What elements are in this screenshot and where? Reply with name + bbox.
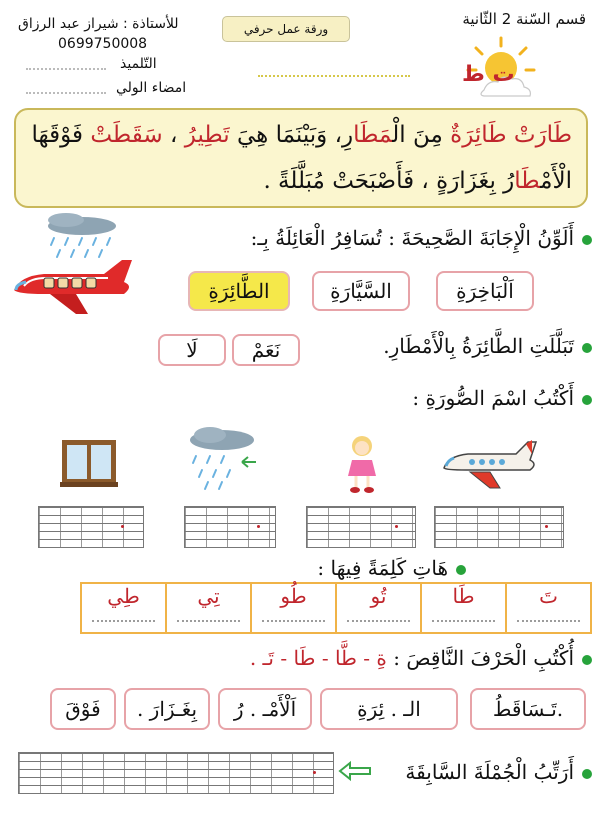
letter-cell[interactable] — [420, 582, 505, 634]
reading-seg-2: مِنَ الْ — [392, 122, 451, 148]
letter-cell[interactable] — [80, 582, 165, 634]
q5-hint: ةِ - طَّا - طَا - تَـ . — [249, 646, 387, 670]
student-label: التّلميذ — [120, 56, 157, 72]
arrow-left-icon — [338, 760, 372, 782]
word-box[interactable]: .تَـسَاقَطُ — [470, 688, 586, 730]
option-ship[interactable]: اَلْبَاخِرَةِ — [436, 271, 534, 311]
q2-label — [383, 334, 592, 358]
reading-text-box — [14, 108, 588, 208]
airplane-icon — [440, 432, 540, 494]
q6-label — [405, 760, 592, 784]
class-label: قسم السّنة 2 الثّانية — [462, 10, 586, 28]
sheet-label: ورقة عمل حرفي — [222, 16, 350, 42]
option-car[interactable]: السَّيَّارَةِ — [312, 271, 410, 311]
teacher-phone: 0699750008 — [58, 36, 148, 52]
q1-question: تُسَافِرُ الْعَائِلَةُ بِـ: — [250, 226, 382, 250]
student-name-line[interactable] — [26, 68, 106, 70]
q5-label — [250, 646, 592, 670]
teacher-info — [18, 14, 179, 54]
q4-bullet-icon — [456, 565, 466, 575]
letter-cell[interactable] — [165, 582, 250, 634]
q1-label — [152, 226, 592, 250]
word-box[interactable]: اَلْأَمْـ . رُ — [218, 688, 312, 730]
sentence-writing-grid[interactable] — [18, 752, 334, 794]
option-plane[interactable]: الطَّائِرَةِ — [188, 271, 290, 311]
letters-table — [80, 582, 592, 634]
q5-bullet-icon — [582, 655, 592, 665]
reading-seg-8: فَوْقَهَا الْأَمْ — [31, 122, 572, 194]
girl-icon — [340, 432, 384, 494]
letter-tii: تِي — [197, 584, 220, 608]
target-letters: ت ط — [462, 62, 515, 87]
q3-text: أَكْتُبُ اسْمَ الصُّورَةِ : — [412, 386, 574, 410]
letter-taa: طَا — [452, 584, 475, 608]
letter-cell[interactable] — [335, 582, 420, 634]
reading-seg-6: ، — [162, 122, 185, 148]
reading-seg-7: سَقَطَتْ — [90, 122, 163, 148]
reading-seg-9: طَا — [514, 168, 541, 194]
word-box[interactable]: الـ . ئِرَةِ — [320, 688, 458, 730]
letter-cell[interactable] — [505, 582, 590, 634]
reading-seg-5: تَطِيرُ — [184, 122, 230, 148]
q5-text: أُكْتُبِ الْحَرْفَ النَّاقِصَ : — [393, 646, 574, 670]
reading-seg-4: رِ، وَبَيْنَمَا هِيَ — [229, 122, 354, 148]
writing-grid[interactable] — [184, 506, 276, 548]
q2-sentence: تَبَلَّلَتِ الطَّائِرَةُ بِالْأَمْطَارِ. — [383, 334, 574, 358]
rain-cloud-icon — [180, 426, 264, 492]
q2-bullet-icon — [582, 343, 592, 353]
q3-label — [412, 386, 592, 410]
letter-tuu: تُو — [370, 584, 387, 608]
answer-yes[interactable]: نَعَمْ — [232, 334, 300, 366]
guardian-signature-line[interactable] — [26, 92, 106, 94]
writing-grid[interactable] — [434, 506, 564, 548]
q1-prefix: أَلَوِّنُ الْإِجَابَةَ الصَّحِيحَةَ : — [381, 226, 574, 250]
letter-tuu-emphatic: طُو — [280, 584, 307, 608]
q1-bullet-icon — [582, 235, 592, 245]
writing-grid[interactable] — [306, 506, 416, 548]
letter-ta: تَ — [539, 584, 558, 608]
window-icon — [58, 434, 120, 490]
reading-seg-1: طَارَتْ طَائِرَةٌ — [450, 122, 572, 148]
writing-grid[interactable] — [38, 506, 144, 548]
guardian-label: امضاء الولي — [116, 80, 187, 96]
answer-line[interactable] — [258, 75, 410, 77]
answer-no[interactable]: لَا — [158, 334, 226, 366]
reading-seg-3: مَطَا — [353, 122, 393, 148]
letter-tii-emphatic: طِي — [107, 584, 140, 608]
letter-cell[interactable] — [250, 582, 335, 634]
teacher-name: للأستاذة : شيراز عبد الرزاق — [18, 16, 179, 32]
q6-text: أَرَتِّبُ الْجُمْلَةَ السَّابِقَةَ — [405, 760, 574, 784]
q4-label — [317, 556, 466, 580]
reading-seg-10: رُ بِغَزَارَةٍ ، فَأَصْبَحَتْ مُبَلَّلَةً . — [263, 168, 515, 194]
airplane-rain-icon — [10, 212, 138, 330]
q4-text: هَاتِ كَلِمَةً فِيهَا : — [317, 556, 448, 580]
q3-bullet-icon — [582, 395, 592, 405]
word-box[interactable]: بِغَـزَارَ . — [124, 688, 210, 730]
word-box[interactable]: فَوْقَ — [50, 688, 116, 730]
q6-bullet-icon — [582, 769, 592, 779]
